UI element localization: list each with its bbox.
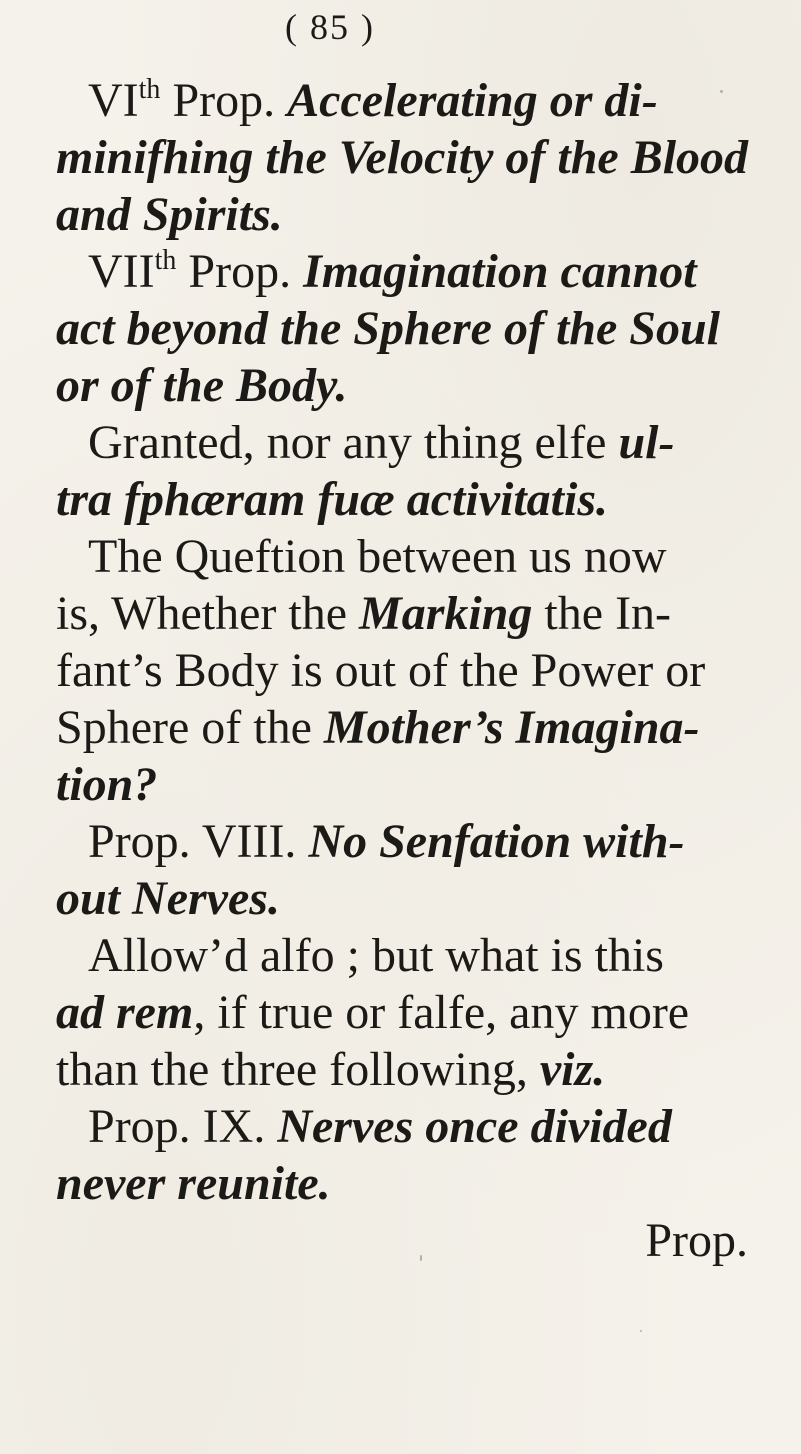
prop6-numeral: VI — [88, 74, 139, 127]
prop6-title-a: Accelerating or di- — [287, 74, 658, 127]
question-line3: fant’s Body is out of the Power or — [56, 644, 706, 697]
prop8-line2 — [56, 870, 756, 927]
paper-speck — [640, 1330, 642, 1332]
paper-speck — [420, 1255, 422, 1261]
answer8-line3-a: than the three following, — [56, 1043, 540, 1096]
answer7-line1 — [56, 414, 756, 471]
question-line2-a: is, Whether the — [56, 587, 360, 640]
answer7-line2 — [56, 471, 756, 528]
prop8-line1 — [56, 813, 756, 870]
prop8-title-a: No Senfation with- — [308, 815, 685, 868]
question-line2-b: the In- — [532, 587, 672, 640]
prop8-title-b: out Nerves. — [56, 872, 280, 925]
question-term-mother: Mother’s Imagina- — [323, 701, 700, 754]
prop7-title-a: Imagination cannot — [303, 245, 697, 298]
prop6-title-b: minifhing the Velocity of the Blood — [56, 131, 749, 184]
page-text — [56, 72, 756, 1269]
prop6-line3 — [56, 186, 756, 243]
question-line5 — [56, 756, 756, 813]
prop7-line1 — [56, 243, 756, 300]
answer8-line2-b: , if true or falfe, any more — [193, 986, 690, 1039]
question-line4 — [56, 699, 756, 756]
question-term-tion: tion? — [56, 758, 158, 811]
question-line1: The Queftion between us now — [88, 530, 667, 583]
prop8-label: Prop. VIII. — [88, 815, 309, 868]
answer8-term-viz: viz. — [539, 1043, 606, 1096]
prop9-label: Prop. IX. — [88, 1100, 278, 1153]
paper-speck — [720, 90, 723, 93]
page-number: ( 85 ) — [285, 7, 375, 47]
prop7-line3 — [56, 357, 756, 414]
answer8-line2 — [56, 984, 756, 1041]
prop9-line1 — [56, 1098, 756, 1155]
answer7-latin-a: ul- — [618, 416, 675, 469]
answer8-term-ad-rem: ad rem — [56, 986, 194, 1039]
prop7-prop: Prop. — [176, 245, 304, 298]
question-line4-a: Sphere of the — [56, 701, 324, 754]
answer7-latin-b: tra fphæram fuæ activitatis. — [56, 473, 609, 526]
prop9-title-a: Nerves once divided — [277, 1100, 672, 1153]
question-line2 — [56, 585, 756, 642]
prop6-line1 — [56, 72, 756, 129]
prop7-numeral: VII — [88, 245, 155, 298]
question-term-marking: Marking — [359, 587, 533, 640]
prop6-prop: Prop. — [160, 74, 288, 127]
answer8-line1: Allow’d alfo ; but what is this — [88, 929, 664, 982]
prop7-line2 — [56, 300, 756, 357]
answer7-text-a: Granted, nor any thing elfe — [88, 416, 619, 469]
prop6-sup: th — [138, 74, 161, 105]
prop9-line2 — [56, 1155, 756, 1212]
prop6-title-c: and Spirits. — [56, 188, 283, 241]
answer8-line3 — [56, 1041, 756, 1098]
prop7-sup: th — [154, 245, 177, 276]
prop7-title-b: act beyond the Sphere of the Soul — [56, 302, 721, 355]
prop9-title-b: never reunite. — [56, 1157, 331, 1210]
catchword: Prop. — [645, 1214, 748, 1267]
prop7-title-c: or of the Body. — [56, 359, 348, 412]
prop6-line2 — [56, 129, 756, 186]
